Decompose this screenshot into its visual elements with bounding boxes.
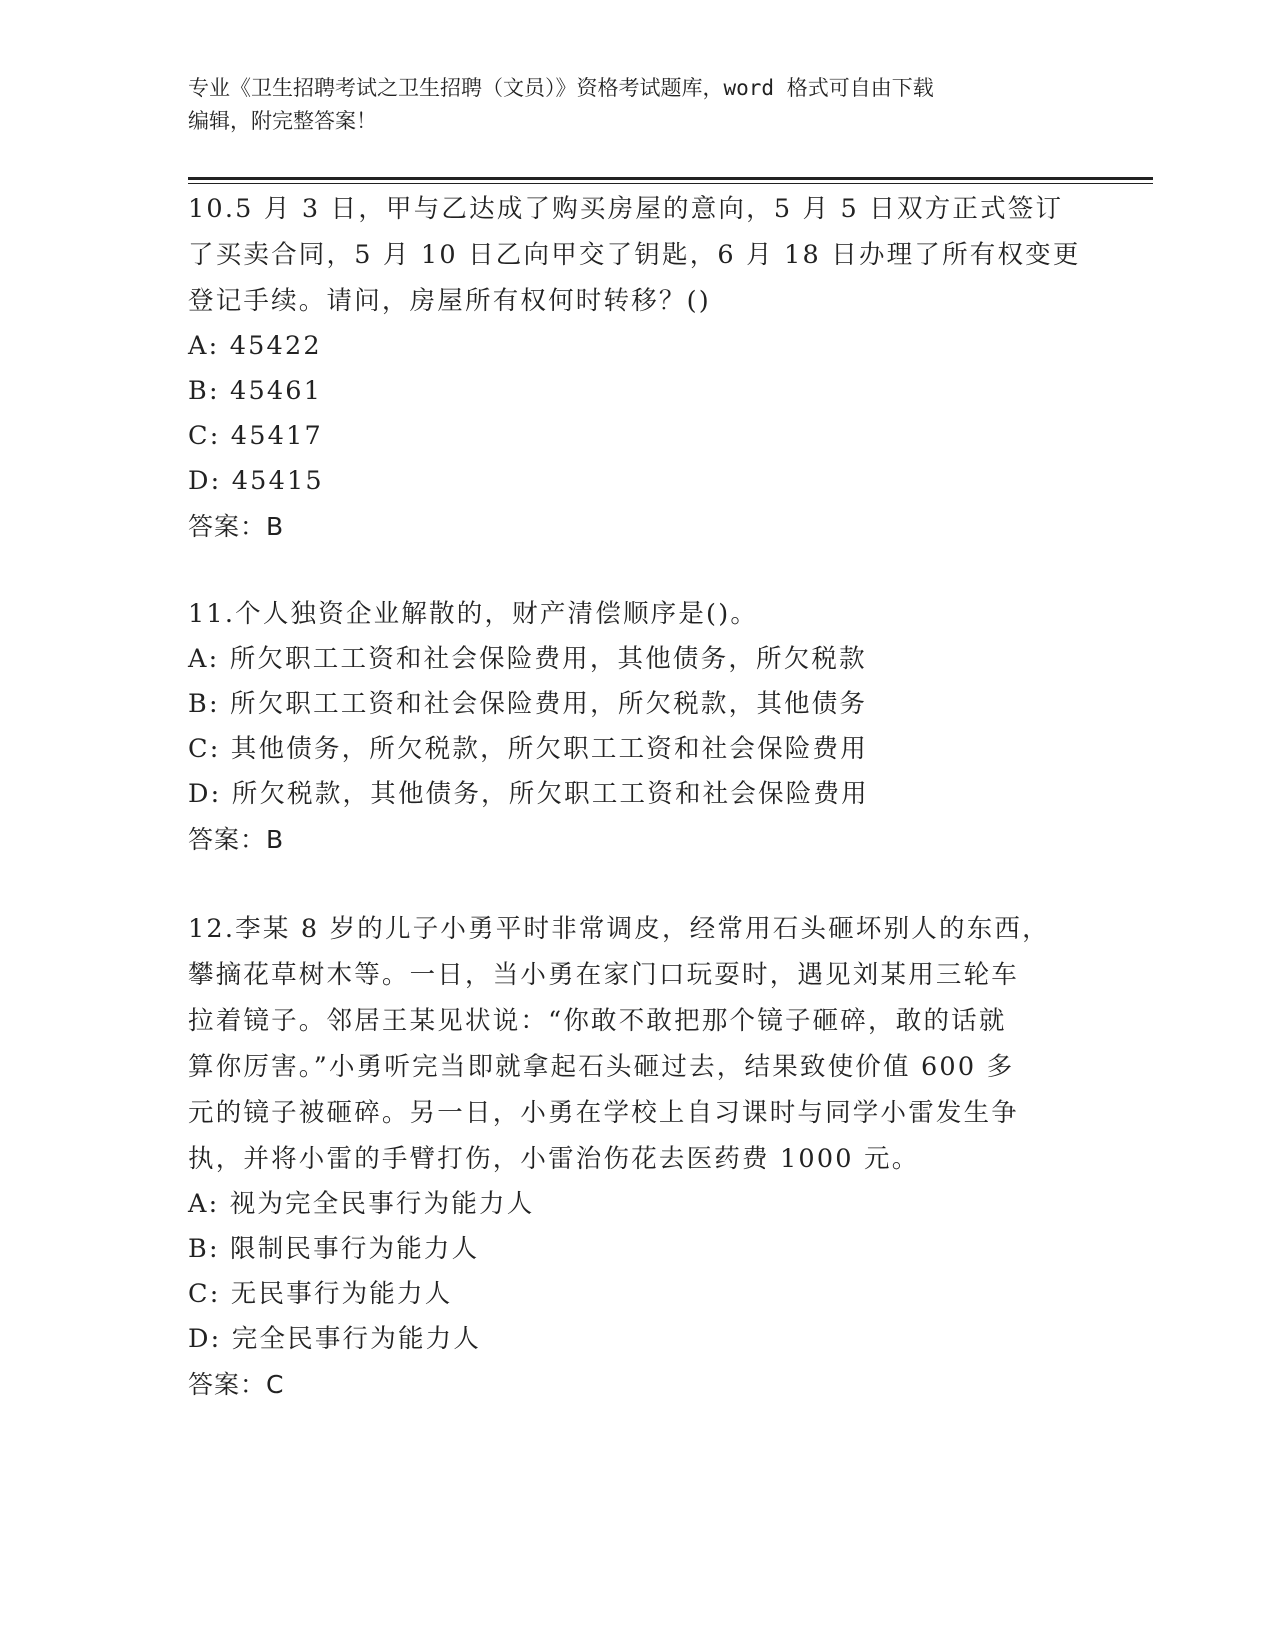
option-c: C: 其他债务，所欠税款，所欠职工工资和社会保险费用 xyxy=(188,734,868,764)
option-b: B: 45461 xyxy=(188,376,323,406)
header-rule-thick xyxy=(188,177,1153,180)
option-b: B: 所欠职工工资和社会保险费用，所欠税款，其他债务 xyxy=(188,689,868,719)
stem-line: 攀摘花草树木等。一日，当小勇在家门口玩耍时，遇见刘某用三轮车 xyxy=(188,960,1020,990)
question-stem xyxy=(188,906,1088,1182)
stem-line: 算你厉害。”小勇听完当即就拿起石头砸过去，结果致使价值 600 多 xyxy=(188,1052,1015,1082)
question-12 xyxy=(188,906,1088,1407)
question-stem xyxy=(188,591,1088,637)
option-d: D: 完全民事行为能力人 xyxy=(188,1324,482,1354)
option-a: A: 45422 xyxy=(188,331,322,361)
stem-line: 10.5 月 3 日，甲与乙达成了购买房屋的意向，5 月 5 日双方正式签订 xyxy=(188,194,1064,224)
header-rule-thin xyxy=(188,183,1153,184)
header-line-2: 编辑，附完整答案！ xyxy=(188,109,377,133)
option-b: B: 限制民事行为能力人 xyxy=(188,1234,480,1264)
option-a: A: 视为完全民事行为能力人 xyxy=(188,1189,535,1219)
stem-line: 12.李某 8 岁的儿子小勇平时非常调皮，经常用石头砸坏别人的东西， xyxy=(188,914,1050,944)
option-d: D: 所欠税款，其他债务，所欠职工工资和社会保险费用 xyxy=(188,779,869,809)
stem-line: 11.个人独资企业解散的，财产清偿顺序是()。 xyxy=(188,599,759,629)
answer-line: 答案：B xyxy=(188,512,285,541)
question-10 xyxy=(188,186,1088,549)
question-stem xyxy=(188,186,1088,324)
option-a: A: 所欠职工工资和社会保险费用，其他债务，所欠税款 xyxy=(188,644,867,674)
option-c: C: 无民事行为能力人 xyxy=(188,1279,453,1309)
option-d: D: 45415 xyxy=(188,466,324,496)
option-c: C: 45417 xyxy=(188,421,323,451)
document-header xyxy=(188,72,1068,138)
question-11 xyxy=(188,591,1088,862)
stem-line: 登记手续。请问，房屋所有权何时转移？() xyxy=(188,286,711,316)
stem-line: 拉着镜子。邻居王某见状说：“你敢不敢把那个镜子砸碎，敢的话就 xyxy=(188,1006,1007,1036)
stem-line: 执，并将小雷的手臂打伤，小雷治伤花去医药费 1000 元。 xyxy=(188,1144,920,1174)
answer-line: 答案：C xyxy=(188,1370,285,1399)
answer-line: 答案：B xyxy=(188,825,285,854)
stem-line: 了买卖合同，5 月 10 日乙向甲交了钥匙，6 月 18 日办理了所有权变更 xyxy=(188,240,1081,270)
header-line-1: 专业《卫生招聘考试之卫生招聘（文员）》资格考试题库，word 格式可自由下载 xyxy=(188,76,934,100)
stem-line: 元的镜子被砸碎。另一日，小勇在学校上自习课时与同学小雷发生争 xyxy=(188,1098,1020,1128)
